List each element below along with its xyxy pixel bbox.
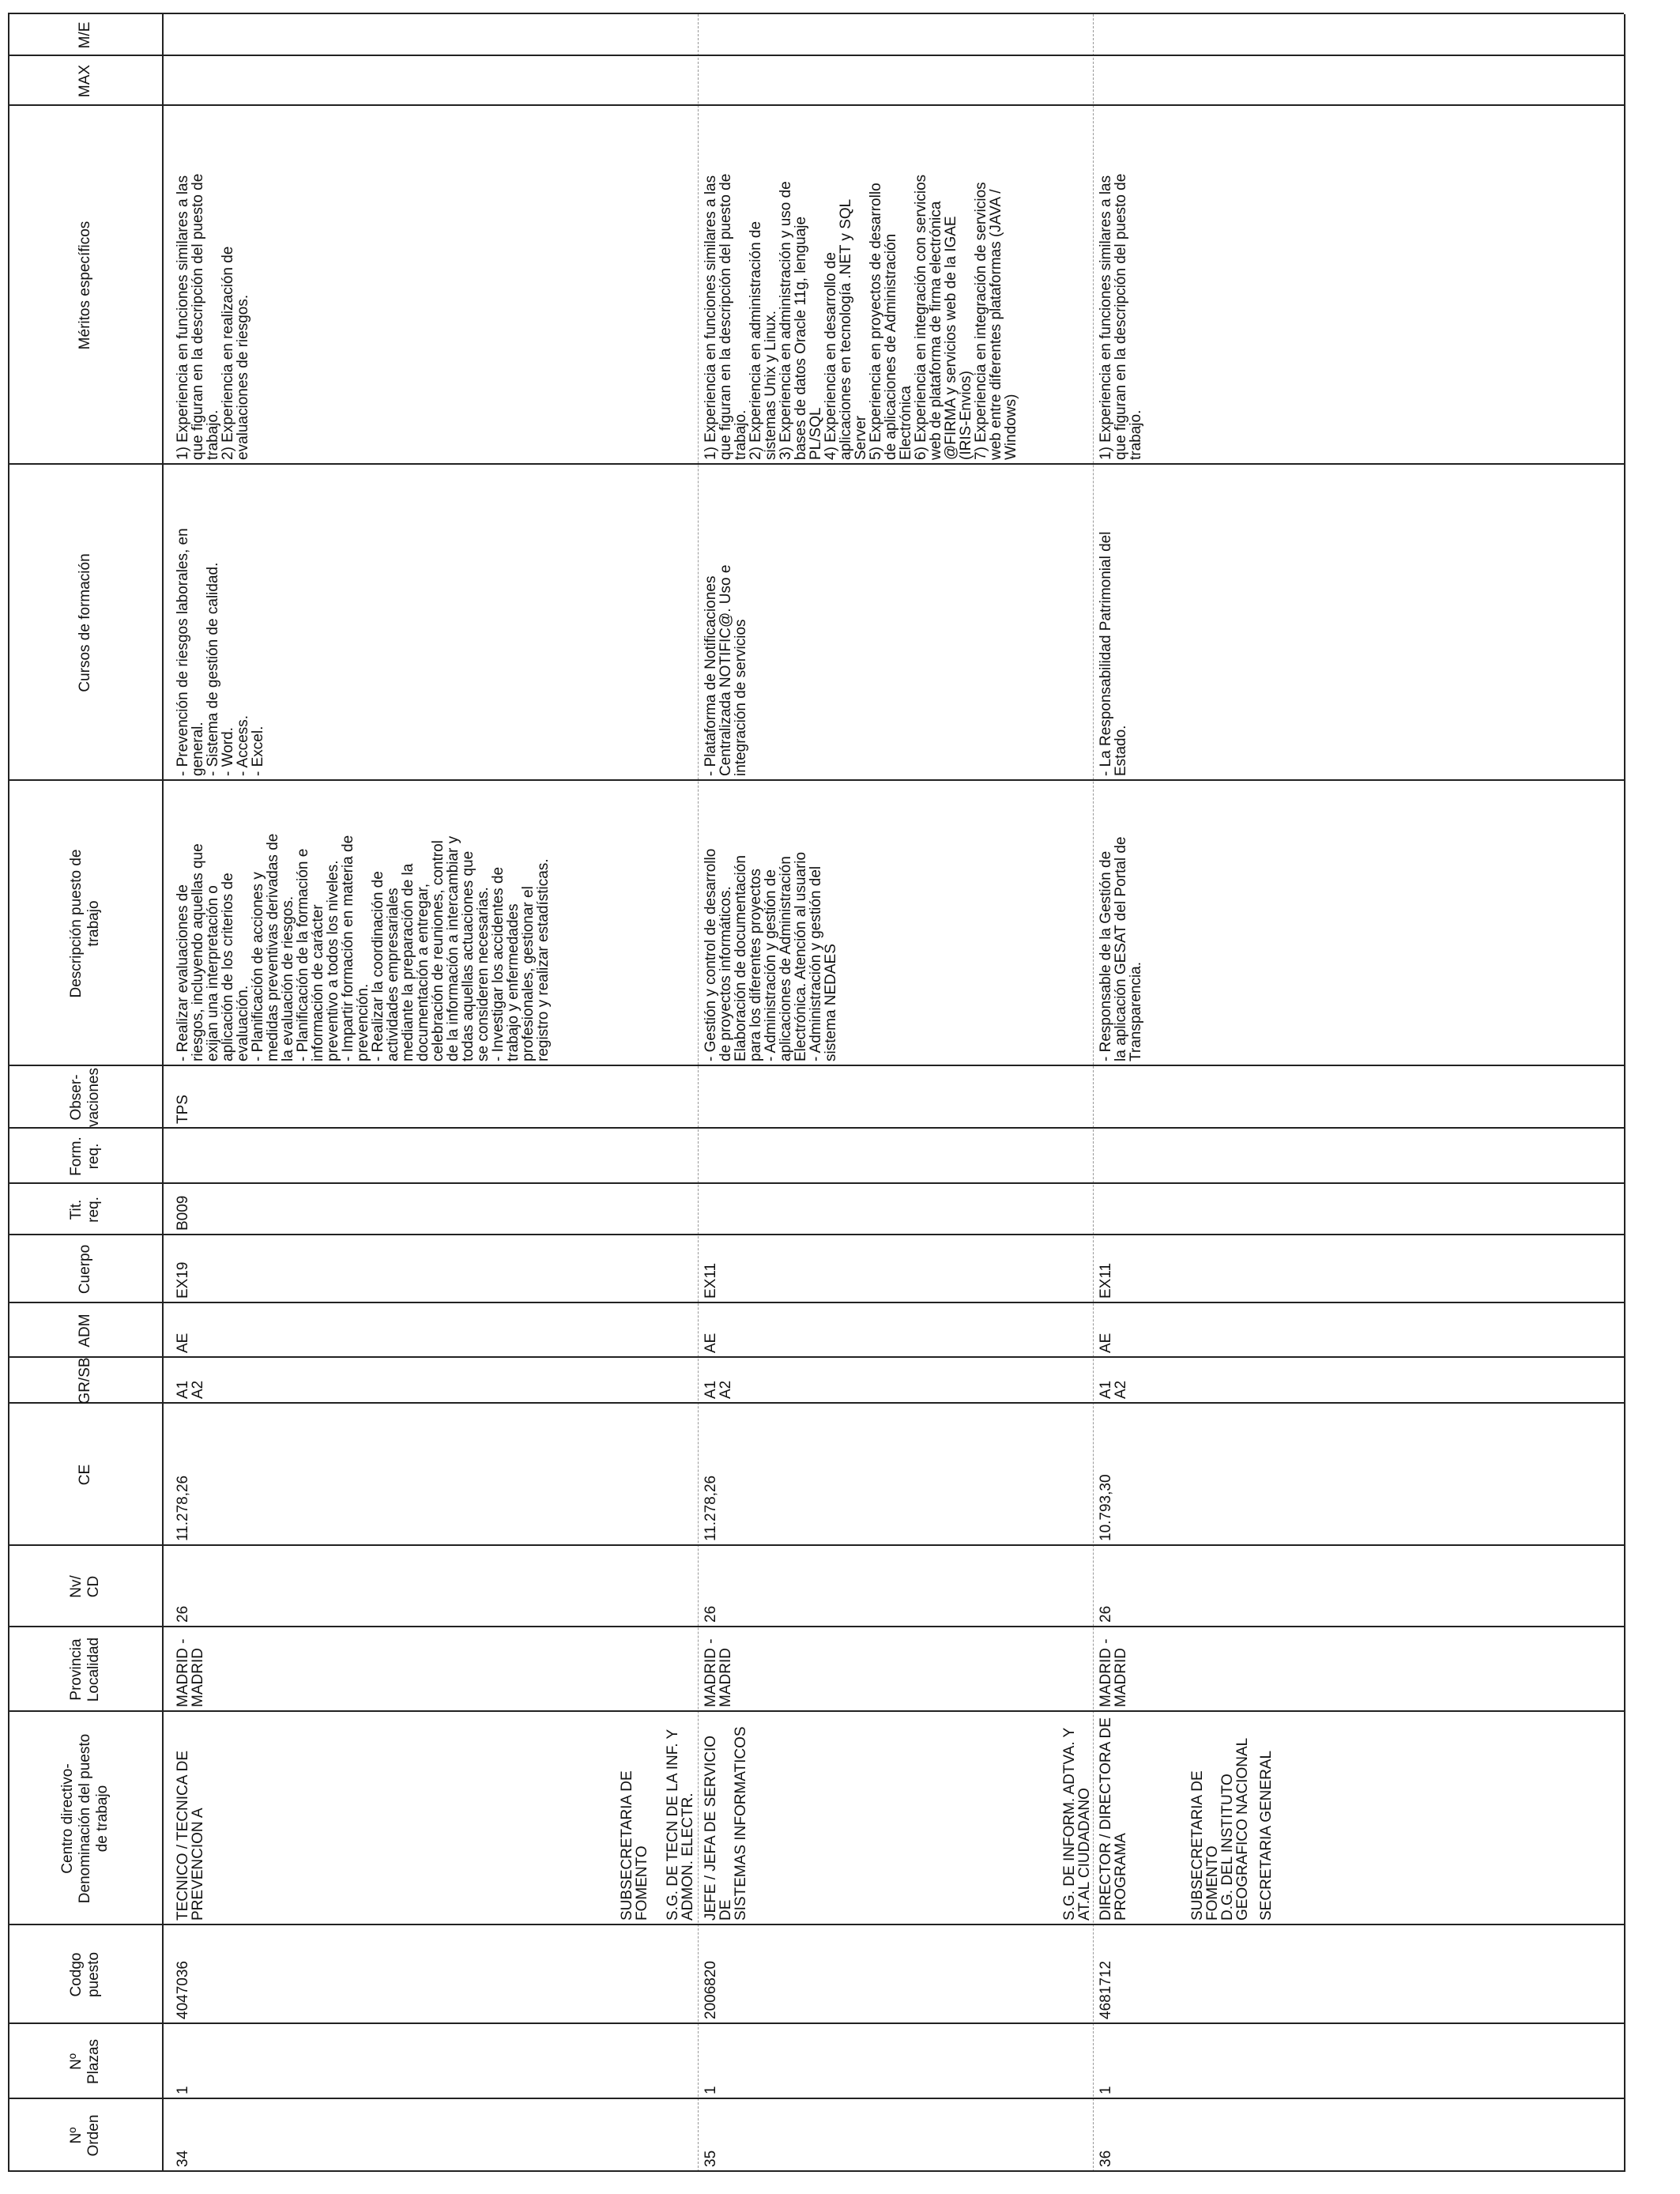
row-provincia: MADRID - MADRID bbox=[1098, 1638, 1129, 1707]
row-codigo: 4681712 bbox=[1098, 1961, 1114, 2019]
row-tit: B009 bbox=[175, 1195, 191, 1231]
col-rule bbox=[8, 1924, 1624, 1925]
row-descripcion: - Realizar evaluaciones de riesgos, incluyendo aquellas que exijan una interpretación o aplicación de los criterios de evaluación. - Planificación de acciones y medidas preventivas derivadas de la evaluación de riesgos. - Planificación de la formación e información de carácter preventivo a todos los niveles. - Impartir formación en materia de prevención. - Realizar la coordinación de actividades empresariales mediante la preparación de la documentación a entregar, celebración de reuniones, control de la información a intercambiar y todas aquellas actuaciones que se consideren necesarias. - Investigar los accidentes de trabajo y enfermedades profesionales, gestionar el registro y realizar estadísticas. bbox=[175, 833, 552, 1061]
row-denominacion: DIRECTOR / DIRECTORA DE PROGRAMA bbox=[1098, 1717, 1129, 1921]
col-rule bbox=[8, 1626, 1624, 1627]
row-cursos: - La Responsabilidad Patrimonial del Estado. bbox=[1098, 531, 1129, 776]
group-centro-label: SUBSECRETARIA DE FOMENTO bbox=[619, 1770, 650, 1921]
row-grsb: A1 A2 bbox=[703, 1380, 734, 1399]
row-denominacion: JEFE / JEFA DE SERVICIO DE SISTEMAS INFORMATICOS bbox=[703, 1726, 749, 1921]
row-nivel: 26 bbox=[1098, 1605, 1114, 1623]
row-provincia: MADRID - MADRID bbox=[703, 1638, 734, 1707]
row-separator bbox=[1093, 14, 1094, 2172]
col-rule bbox=[8, 1710, 1624, 1712]
col-rule bbox=[8, 1356, 1624, 1358]
row-descripcion: - Gestión y control de desarrollo de proyectos informáticos. Elaboración de documentación para los diferentes proyectos - Administración y gestión de aplicaciones de Administración Electrónica. Atención al usuario - Administración y gestión del sistema NEDAES bbox=[703, 848, 839, 1061]
header-cursos: Cursos de formación bbox=[76, 553, 93, 692]
group-unidad-label: S.G. DE TECN DE LA INF. Y ADMON. ELECTR. bbox=[665, 1728, 696, 1921]
row-adm: AE bbox=[175, 1333, 191, 1353]
row-orden: 35 bbox=[703, 2150, 719, 2167]
row-cuerpo: EX19 bbox=[175, 1261, 191, 1299]
row-meritos: 1) Experiencia en funciones similares a las que figuran en la descripción del puesto de trabajo. bbox=[1098, 173, 1144, 460]
row-meritos: 1) Experiencia en funciones similares a las que figuran en la descripción del puesto de trabajo. 2) Experiencia en administración de sistemas Unix y Linux. 3) Experiencia en administración y uso de bases de datos Oracle 11g, lenguaje PL/SQL 4) Experiencia en desarrollo de aplicaciones en tecnología .NET y SQL Server 5) Experiencia en proyectos de desarrollo de aplicaciones de Administración Electrónica 6) Experiencia en integración con servicios web de plataforma de firma electrónica @FIRMA y servicios web de la IGAE (IRIS-Envios) 7) Experiencia en integración de servicios web entre diferentes plataformas (JAVA / Windows) bbox=[703, 173, 1019, 460]
row-adm: AE bbox=[703, 1333, 719, 1353]
row-grsb: A1 A2 bbox=[175, 1380, 206, 1399]
group-unidad-label: S.G. DE INFORM. ADTVA. Y AT.AL CIUDADANO bbox=[1061, 1727, 1093, 1921]
header-plazas: Nº Plazas bbox=[67, 2038, 102, 2085]
row-nivel: 26 bbox=[703, 1605, 719, 1623]
header-nivel: Nv/ CD bbox=[67, 1575, 102, 1598]
header-ce: CE bbox=[76, 1464, 93, 1486]
col-rule bbox=[8, 2098, 1624, 2099]
header-centro: Centro directivo- Denominación del puesto de trabajo bbox=[58, 1733, 111, 1904]
header-max: MAX bbox=[76, 64, 93, 98]
row-codigo: 4047036 bbox=[175, 1961, 191, 2019]
row-separator bbox=[698, 14, 699, 2172]
col-rule bbox=[8, 1182, 1624, 1184]
header-provincia: Provincia Localidad bbox=[67, 1637, 102, 1702]
row-grsb: A1 A2 bbox=[1098, 1380, 1129, 1399]
row-nivel: 26 bbox=[175, 1605, 191, 1623]
row-provincia: MADRID - MADRID bbox=[175, 1638, 206, 1707]
row-cuerpo: EX11 bbox=[1098, 1262, 1114, 1299]
header-tit: Tit. req. bbox=[67, 1197, 102, 1223]
col-rule bbox=[8, 1402, 1624, 1404]
row-codigo: 2006820 bbox=[703, 1961, 719, 2019]
row-adm: AE bbox=[1098, 1333, 1114, 1353]
header-codigo: Codgo puesto bbox=[67, 1951, 102, 1998]
col-rule bbox=[8, 2022, 1624, 2024]
row-denominacion: TECNICO / TECNICA DE PREVENCION A bbox=[175, 1750, 206, 1921]
row-cuerpo: EX11 bbox=[703, 1262, 719, 1299]
col-rule bbox=[8, 2170, 1624, 2172]
header-obs: Obser- vaciones bbox=[67, 1068, 102, 1127]
table-border-bottom bbox=[1624, 14, 1625, 2172]
row-ce: 11.278,26 bbox=[175, 1475, 191, 1541]
row-orden: 34 bbox=[175, 2150, 191, 2167]
header-descripcion: Descripción puesto de trabajo bbox=[67, 849, 102, 998]
col-rule bbox=[8, 1544, 1624, 1546]
header-form: Form. req. bbox=[67, 1137, 102, 1176]
row-plazas: 1 bbox=[703, 2086, 719, 2094]
header-orden: Nº Orden bbox=[67, 2114, 102, 2157]
row-ce: 10.793,30 bbox=[1098, 1474, 1114, 1541]
header-adm: ADM bbox=[76, 1314, 93, 1348]
header-cuerpo: Cuerpo bbox=[76, 1244, 93, 1295]
header-meritos: Méritos específicos bbox=[76, 221, 93, 350]
col-rule bbox=[8, 1302, 1624, 1303]
row-cursos: - Plataforma de Notificaciones Centralizada NOTIFIC@. Uso e integración de servicios bbox=[703, 564, 749, 776]
group-unidad-label: SECRETARIA GENERAL bbox=[1258, 1750, 1275, 1921]
header-grsb: GR/SB bbox=[76, 1357, 93, 1404]
col-rule bbox=[8, 1127, 1624, 1129]
row-obs: TPS bbox=[175, 1095, 191, 1124]
row-plazas: 1 bbox=[1098, 2086, 1114, 2094]
header-me: M/E bbox=[76, 21, 93, 49]
col-rule bbox=[8, 13, 1624, 14]
row-ce: 11.278,26 bbox=[703, 1475, 719, 1541]
row-orden: 36 bbox=[1098, 2150, 1114, 2167]
row-cursos: - Prevención de riesgos laborales, en general. - Sistema de gestión de calidad. - Word. - Access. - Excel. bbox=[175, 528, 266, 776]
row-plazas: 1 bbox=[175, 2086, 191, 2094]
row-meritos: 1) Experiencia en funciones similares a las que figuran en la descripción del puesto de trabajo. 2) Experiencia en realización de evaluaciones de riesgos. bbox=[175, 173, 251, 460]
row-descripcion: - Responsable de la Gestión de la aplicación GESAT del Portal de Transparencia. bbox=[1098, 836, 1144, 1061]
col-rule bbox=[8, 1234, 1624, 1235]
header-bottom-rule bbox=[162, 14, 164, 2172]
col-rule bbox=[8, 55, 1624, 56]
group-centro-label: SUBSECRETARIA DE FOMENTO D.G. DEL INSTITUTO GEOGRAFICO NACIONAL bbox=[1189, 1737, 1251, 1921]
